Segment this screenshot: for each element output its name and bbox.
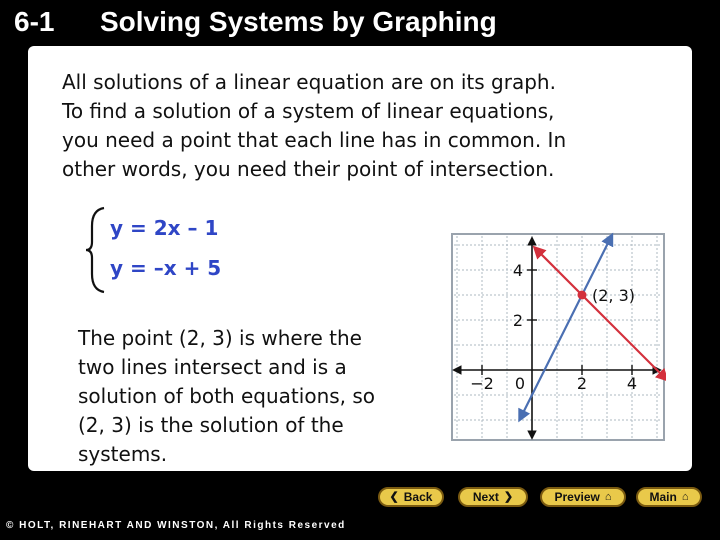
chevron-right-icon: ❯ bbox=[503, 490, 514, 503]
preview-label: Preview bbox=[554, 490, 600, 504]
next-button[interactable] bbox=[458, 487, 528, 507]
home-icon: ⌂ bbox=[604, 490, 612, 503]
x-tick-label: 4 bbox=[626, 374, 638, 393]
intro-line: you need a point that each line has in common. In bbox=[62, 128, 567, 152]
description-text bbox=[78, 324, 443, 469]
x-tick-label: −2 bbox=[470, 374, 494, 393]
intro-text bbox=[62, 68, 682, 184]
lesson-number: 6-1 bbox=[14, 6, 55, 37]
x-tick-label: 0 bbox=[514, 374, 526, 393]
description-line: The point (2, 3) is where the bbox=[78, 326, 362, 350]
description-line: solution of both equations, so bbox=[78, 384, 376, 408]
intro-line: All solutions of a linear equation are on its graph. bbox=[62, 70, 556, 94]
y-tick-label: 2 bbox=[512, 311, 524, 330]
lesson-title: Solving Systems by Graphing bbox=[100, 6, 497, 37]
main-button[interactable] bbox=[636, 487, 702, 507]
intersection-label: (2, 3) bbox=[592, 286, 636, 305]
equation-2: y = –x + 5 bbox=[110, 256, 222, 280]
chevron-left-icon: ❮ bbox=[389, 490, 399, 503]
back-label: Back bbox=[403, 490, 433, 504]
coordinate-graph bbox=[450, 222, 666, 444]
main-label: Main bbox=[649, 490, 677, 504]
header bbox=[0, 0, 720, 44]
system-brace bbox=[84, 206, 108, 294]
description-line: two lines intersect and is a bbox=[78, 355, 347, 379]
equation-1: y = 2x – 1 bbox=[110, 216, 219, 240]
intro-line: other words, you need their point of intersection. bbox=[62, 157, 555, 181]
x-tick-label: 2 bbox=[576, 374, 588, 393]
next-label: Next bbox=[472, 490, 499, 504]
description-line: systems. bbox=[78, 442, 168, 466]
y-tick-label: 4 bbox=[512, 261, 524, 280]
home-icon: ⌂ bbox=[681, 490, 689, 503]
back-button[interactable] bbox=[378, 487, 444, 507]
preview-button[interactable] bbox=[540, 487, 626, 507]
intro-line: To find a solution of a system of linear equations, bbox=[62, 99, 555, 123]
intersection-point bbox=[578, 291, 587, 300]
description-line: (2, 3) is the solution of the bbox=[78, 413, 344, 437]
copyright-notice: © HOLT, RINEHART AND WINSTON, All Rights Reserved bbox=[6, 520, 346, 531]
